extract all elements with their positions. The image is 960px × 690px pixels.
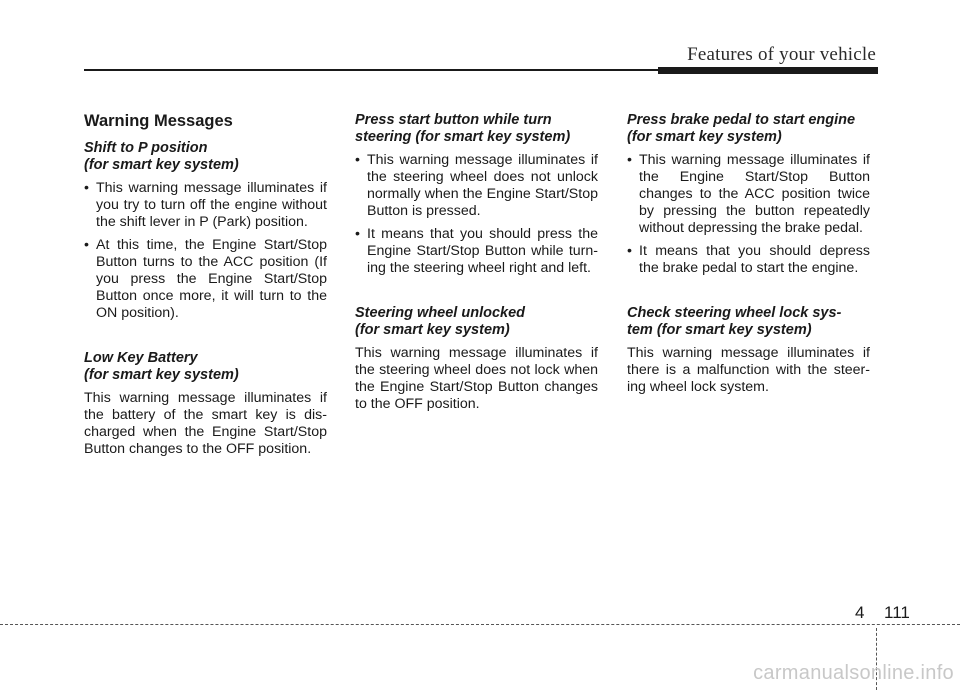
subheading-press-start [355,112,598,146]
list-item: • This warning message illuminates if the steering wheel does not unlock normally when the Engine Start/Stop Button is pressed. [355,152,598,219]
subheading-low-key-battery [84,350,327,384]
subheading-line: (for smart key system) [627,129,782,145]
watermark: carmanualsonline.info [753,662,954,684]
subheading-press-brake [627,112,870,146]
list-item: • This warning message illuminates if the Engine Start/Stop Button changes to the ACC position twice by pressing the button repeatedly without depressing the brake pedal. [627,152,870,236]
subheading-check-lock-system [627,305,870,339]
subheading-line: Shift to P position [84,140,208,156]
bullet-text: It means that you should depress the brake pedal to start the engine. [639,243,870,276]
subheading-shift-to-p [84,140,327,174]
column-3 [627,112,870,396]
bullet-text: This warning message illuminates if you try to turn off the engine without the shift lever in P (Park) position. [96,180,327,230]
subheading-line: (for smart key system) [84,367,239,383]
list-item: • It means that you should depress the brake pedal to start the engine. [627,243,870,276]
subheading-line: tem (for smart key system) [627,322,812,338]
paragraph: This warning message illuminates if there is a malfunction with the steer-ing wheel lock system. [627,345,870,395]
subheading-line: Press start button while turn [355,112,552,128]
paragraph: This warning message illuminates if the steering wheel does not lock when the Engine Start/Stop Button changes to the OFF position. [355,345,598,412]
bullet-list [84,180,327,322]
header-rule-accent [658,67,878,74]
subheading-line: (for smart key system) [84,157,239,173]
paragraph: This warning message illuminates if the battery of the smart key is dis-charged when the Engine Start/Stop Button changes to the OFF position. [84,390,327,457]
page-header-title: Features of your vehicle [687,44,876,65]
subheading-steering-unlocked [355,305,598,339]
section-title: Warning Messages [84,112,233,130]
list-item: • It means that you should press the Engine Start/Stop Button while turn-ing the steering wheel right and left. [355,226,598,276]
header-rule [84,69,660,71]
bullet-list [627,152,870,277]
bullet-text: This warning message illuminates if the steering wheel does not unlock normally when the Engine Start/Stop Button is pressed. [367,152,598,219]
bullet-list [355,152,598,277]
bullet-text: It means that you should press the Engine Start/Stop Button while turn-ing the steering wheel right and left. [367,226,598,276]
chapter-number: 4 [855,603,865,622]
column-1 [84,112,327,458]
page-number: 111 [884,603,910,622]
bullet-text: This warning message illuminates if the Engine Start/Stop Button changes to the ACC position twice by pressing the button repeatedly without depressing the brake pedal. [639,152,870,236]
subheading-line: Check steering wheel lock sys- [627,305,842,321]
subheading-line: Low Key Battery [84,350,198,366]
subheading-line: Steering wheel unlocked [355,305,526,321]
subheading-line: Press brake pedal to start engine [627,112,856,128]
footer-divider [0,624,960,625]
list-item: • This warning message illuminates if you try to turn off the engine without the shift lever in P (Park) position. [84,180,327,230]
subheading-line: steering (for smart key system) [355,129,571,145]
list-item: • At this time, the Engine Start/Stop Button turns to the ACC position (If you press the Engine Start/Stop Button once more, it will turn to the ON position). [84,237,327,321]
subheading-line: (for smart key system) [355,322,510,338]
bullet-text: At this time, the Engine Start/Stop Button turns to the ACC position (If you press the Engine Start/Stop Button once more, it will turn to the ON position). [96,237,327,321]
column-2 [355,112,598,413]
